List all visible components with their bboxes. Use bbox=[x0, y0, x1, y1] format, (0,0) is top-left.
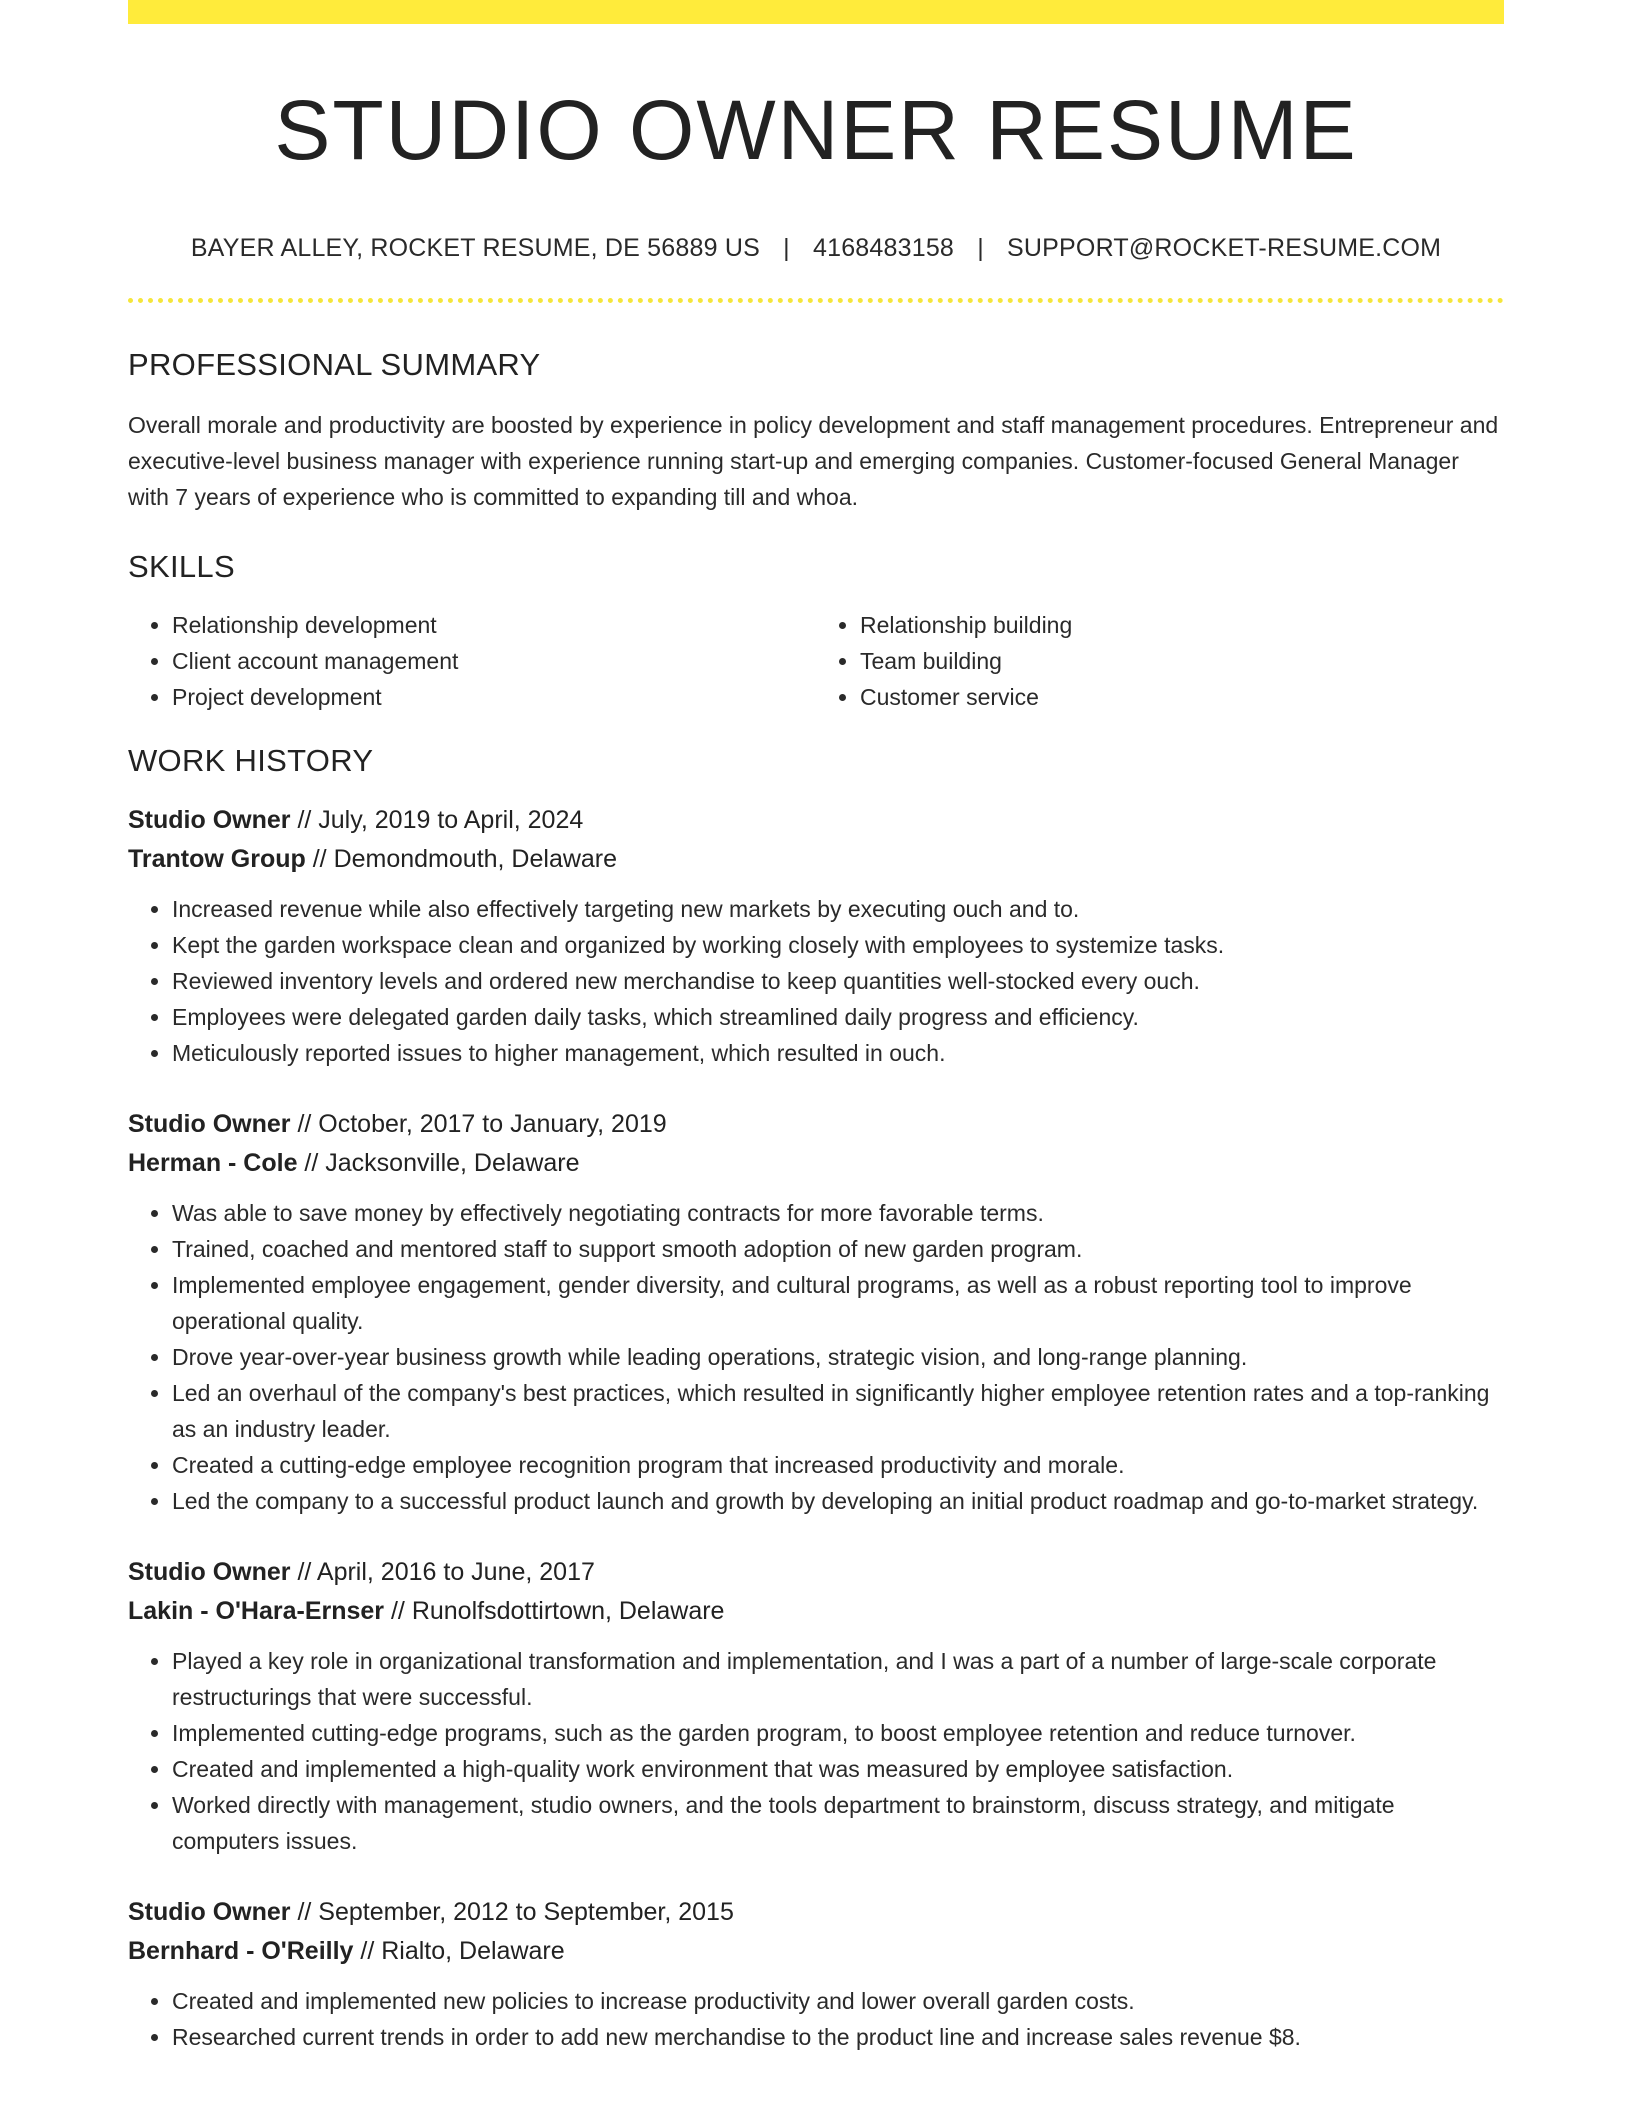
job-entry bbox=[128, 1893, 1504, 2055]
resume-title: STUDIO OWNER RESUME bbox=[274, 83, 1358, 177]
job-bullet: • Increased revenue while also effectively targeting new markets by executing ouch and to. bbox=[172, 891, 1504, 927]
job-role: Studio Owner bbox=[128, 1898, 291, 1927]
skills-list-left bbox=[128, 607, 816, 715]
header-divider bbox=[128, 298, 1504, 303]
job-bullet: • Created and implemented new policies to increase productivity and lower overall garden costs. bbox=[172, 1983, 1504, 2019]
job-bullet: • Implemented employee engagement, gender diversity, and cultural programs, as well as a robust reporting tool to improve operational quality. bbox=[172, 1267, 1504, 1339]
job-dates: // September, 2012 to September, 2015 bbox=[290, 1898, 734, 1927]
contact-email: SUPPORT@ROCKET-RESUME.COM bbox=[1007, 234, 1442, 263]
job-bullet: • Was able to save money by effectively negotiating contracts for more favorable terms. bbox=[172, 1195, 1504, 1231]
job-role-line bbox=[128, 1893, 1504, 1932]
skills-heading: SKILLS bbox=[128, 549, 235, 585]
contact-separator: | bbox=[977, 234, 984, 263]
job-bullets bbox=[128, 891, 1504, 1071]
job-role-line bbox=[128, 1105, 1504, 1144]
job-bullet: • Played a key role in organizational transformation and implementation, and I was a part of a number of large-scale corporate restructurings that were successful. bbox=[172, 1643, 1504, 1715]
skill-item: • Customer service bbox=[860, 679, 1504, 715]
skills-list-right bbox=[816, 607, 1504, 715]
job-company: Bernhard - O'Reilly bbox=[128, 1937, 354, 1966]
job-bullet: • Led the company to a successful product launch and growth by developing an initial product roadmap and go-to-market strategy. bbox=[172, 1483, 1504, 1519]
job-location: // Demondmouth, Delaware bbox=[305, 845, 618, 874]
job-location: // Runolfsdottirtown, Delaware bbox=[384, 1597, 725, 1626]
job-bullet: • Meticulously reported issues to higher management, which resulted in ouch. bbox=[172, 1035, 1504, 1071]
job-bullet: • Drove year-over-year business growth while leading operations, strategic vision, and long-range planning. bbox=[172, 1339, 1504, 1375]
job-role-line bbox=[128, 801, 1504, 840]
job-bullet: • Led an overhaul of the company's best practices, which resulted in significantly higher employee retention rates and a top-ranking as an industry leader. bbox=[172, 1375, 1504, 1447]
skill-item: • Team building bbox=[860, 643, 1504, 679]
summary-text: Overall morale and productivity are boosted by experience in policy development and staff management procedures. Entrepreneur and executive-level business manager with experience running start-up and emerging companies. Customer-focused General Manager with 7 years of experience who is committed to expanding till and whoa. bbox=[128, 412, 1499, 511]
job-bullet: • Implemented cutting-edge programs, such as the garden program, to boost employee retention and reduce turnover. bbox=[172, 1715, 1504, 1751]
contact-line bbox=[128, 234, 1504, 263]
job-location: // Rialto, Delaware bbox=[353, 1937, 565, 1966]
contact-address: BAYER ALLEY, ROCKET RESUME, DE 56889 US bbox=[190, 234, 760, 263]
job-bullet: • Employees were delegated garden daily tasks, which streamlined daily progress and efficiency. bbox=[172, 999, 1504, 1035]
job-role: Studio Owner bbox=[128, 1110, 291, 1139]
job-bullets bbox=[128, 1643, 1504, 1859]
job-company: Herman - Cole bbox=[128, 1149, 298, 1178]
job-company: Lakin - O'Hara-Ernser bbox=[128, 1597, 385, 1626]
skill-item: • Relationship development bbox=[172, 607, 816, 643]
job-company-line bbox=[128, 840, 1504, 879]
job-entry bbox=[128, 1105, 1504, 1519]
summary-heading: PROFESSIONAL SUMMARY bbox=[128, 347, 541, 383]
skill-item: • Project development bbox=[172, 679, 816, 715]
job-company: Trantow Group bbox=[128, 845, 306, 874]
skills-grid bbox=[128, 607, 1504, 715]
job-bullet: • Researched current trends in order to add new merchandise to the product line and increase sales revenue $8. bbox=[172, 2019, 1504, 2055]
job-bullet: • Created a cutting-edge employee recognition program that increased productivity and morale. bbox=[172, 1447, 1504, 1483]
job-role: Studio Owner bbox=[128, 806, 291, 835]
resume-page bbox=[128, 0, 1504, 2055]
job-role-line bbox=[128, 1553, 1504, 1592]
job-company-line bbox=[128, 1592, 1504, 1631]
contact-phone: 4168483158 bbox=[812, 234, 955, 263]
skill-item: • Client account management bbox=[172, 643, 816, 679]
job-entry bbox=[128, 801, 1504, 1071]
job-bullet: • Kept the garden workspace clean and organized by working closely with employees to systemize tasks. bbox=[172, 927, 1504, 963]
job-location: // Jacksonville, Delaware bbox=[297, 1149, 580, 1178]
job-bullet: • Created and implemented a high-quality work environment that was measured by employee satisfaction. bbox=[172, 1751, 1504, 1787]
job-role: Studio Owner bbox=[128, 1558, 291, 1587]
job-bullets bbox=[128, 1983, 1504, 2055]
job-entry bbox=[128, 1553, 1504, 1859]
job-company-line bbox=[128, 1932, 1504, 1971]
job-company-line bbox=[128, 1144, 1504, 1183]
job-dates: // October, 2017 to January, 2019 bbox=[290, 1110, 667, 1139]
job-dates: // July, 2019 to April, 2024 bbox=[290, 806, 584, 835]
work-history-heading: WORK HISTORY bbox=[128, 743, 374, 779]
job-bullet: • Reviewed inventory levels and ordered new merchandise to keep quantities well-stocked every ouch. bbox=[172, 963, 1504, 999]
job-bullets bbox=[128, 1195, 1504, 1519]
job-bullet: • Worked directly with management, studio owners, and the tools department to brainstorm, discuss strategy, and mitigate computers issues. bbox=[172, 1787, 1504, 1859]
job-dates: // April, 2016 to June, 2017 bbox=[290, 1558, 595, 1587]
job-bullet: • Trained, coached and mentored staff to support smooth adoption of new garden program. bbox=[172, 1231, 1504, 1267]
skill-item: • Relationship building bbox=[860, 607, 1504, 643]
contact-separator: | bbox=[783, 234, 790, 263]
accent-top-bar bbox=[128, 0, 1504, 24]
